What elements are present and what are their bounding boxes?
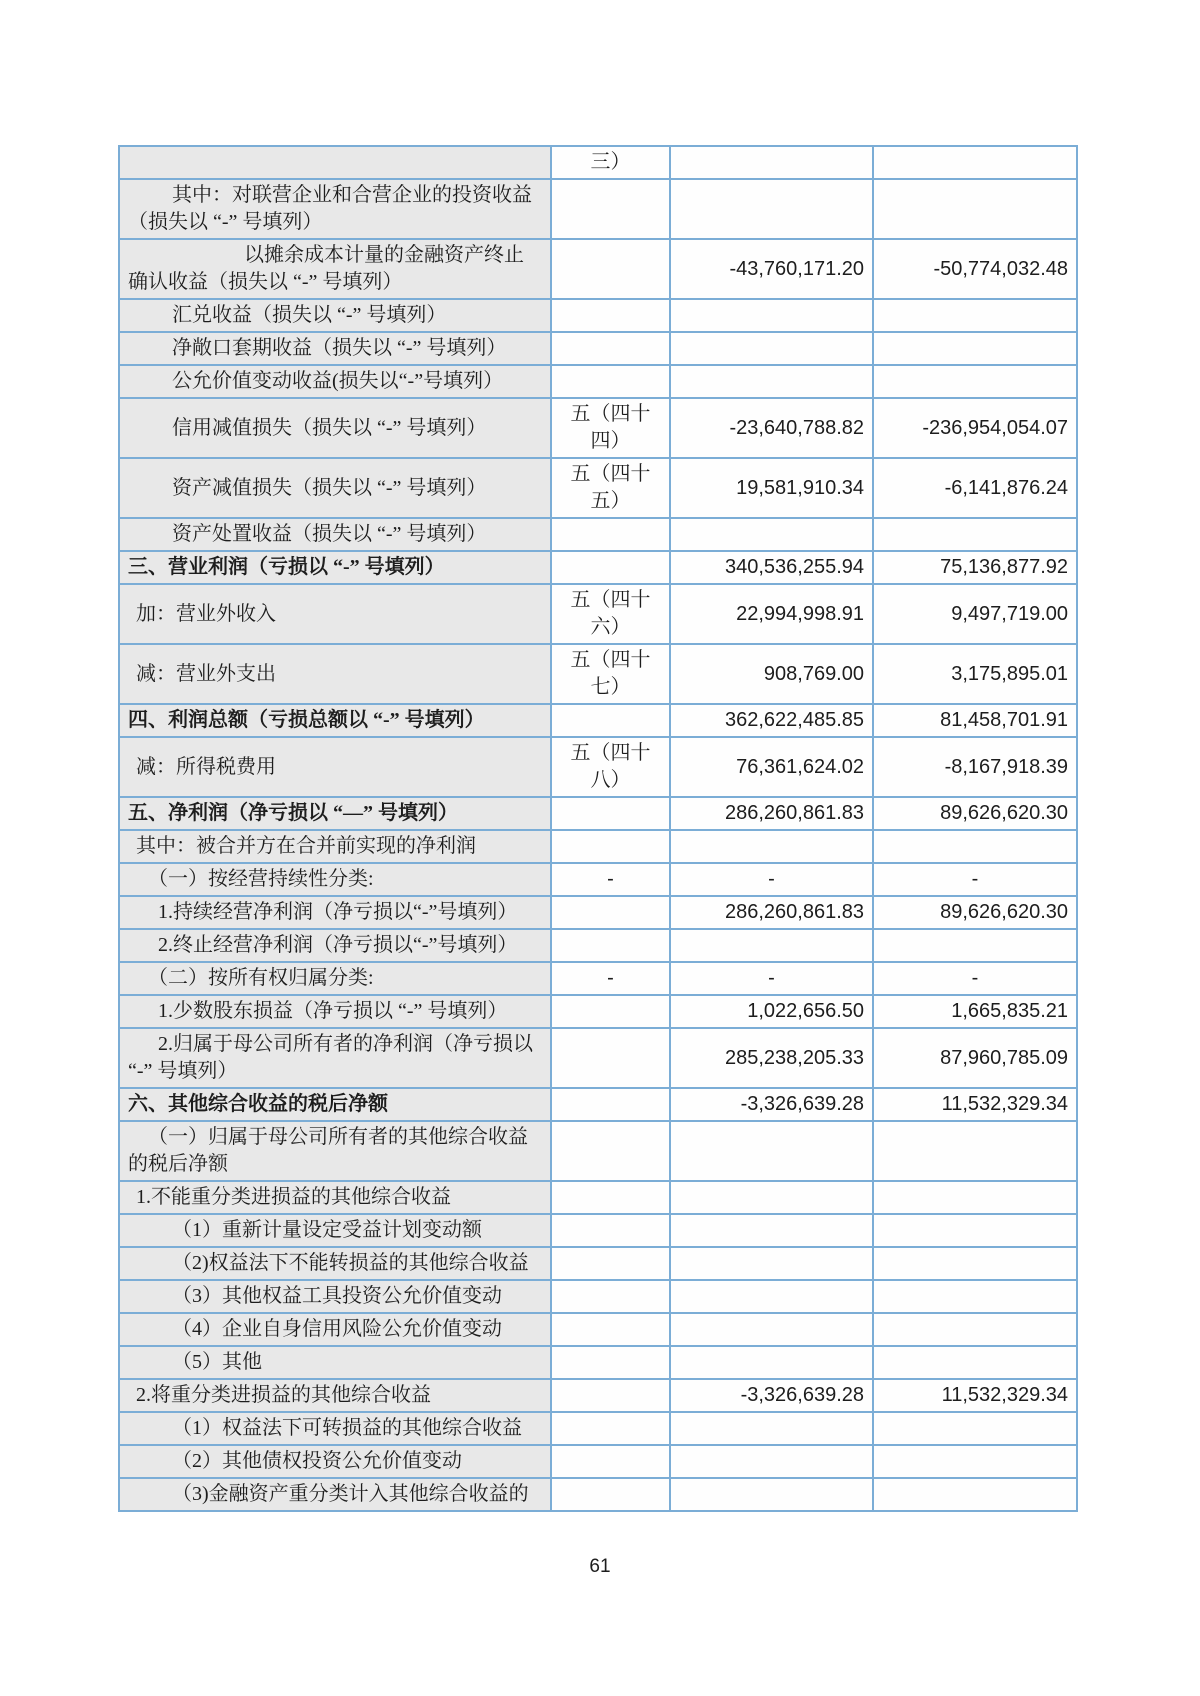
row-label-cell: 三、营业利润（亏损以 “-” 号填列） [119, 551, 551, 584]
current-period-value-cell: -3,326,639.28 [670, 1088, 873, 1121]
row-label-cell: 四、利润总额（亏损总额以 “-” 号填列） [119, 704, 551, 737]
row-label-cell: （4）企业自身信用风险公允价值变动 [119, 1313, 551, 1346]
current-period-value-cell [670, 518, 873, 551]
current-period-value-cell [670, 179, 873, 239]
table-row [119, 458, 1077, 518]
current-period-value-cell [670, 1121, 873, 1181]
note-cell [551, 1028, 670, 1088]
row-label-cell: 汇兑收益（损失以 “-” 号填列） [119, 299, 551, 332]
note-cell [551, 929, 670, 962]
row-label-cell: 1.持续经营净利润（净亏损以“-”号填列） [119, 896, 551, 929]
note-cell: - [551, 962, 670, 995]
row-label-cell: （1）重新计量设定受益计划变动额 [119, 1214, 551, 1247]
row-label-cell: （3)金融资产重分类计入其他综合收益的 [119, 1478, 551, 1511]
row-label-cell: （3）其他权益工具投资公允价值变动 [119, 1280, 551, 1313]
note-cell [551, 239, 670, 299]
prior-period-value-cell: 81,458,701.91 [873, 704, 1077, 737]
note-cell [551, 797, 670, 830]
prior-period-value-cell [873, 830, 1077, 863]
table-row [119, 929, 1077, 962]
note-cell [551, 704, 670, 737]
note-cell [551, 1346, 670, 1379]
current-period-value-cell: - [670, 962, 873, 995]
table-row [119, 1247, 1077, 1280]
current-period-value-cell: 1,022,656.50 [670, 995, 873, 1028]
table-row [119, 1181, 1077, 1214]
prior-period-value-cell: -8,167,918.39 [873, 737, 1077, 797]
row-label-cell: （1）权益法下可转损益的其他综合收益 [119, 1412, 551, 1445]
current-period-value-cell [670, 830, 873, 863]
table-row [119, 179, 1077, 239]
table-row [119, 332, 1077, 365]
table-row [119, 1214, 1077, 1247]
table-row [119, 146, 1077, 179]
table-row [119, 365, 1077, 398]
prior-period-value-cell [873, 1412, 1077, 1445]
row-label-cell: 1.少数股东损益（净亏损以 “-” 号填列） [119, 995, 551, 1028]
row-label-cell: 信用减值损失（损失以 “-” 号填列） [119, 398, 551, 458]
prior-period-value-cell [873, 1478, 1077, 1511]
current-period-value-cell: 285,238,205.33 [670, 1028, 873, 1088]
row-label-cell: （一）归属于母公司所有者的其他综合收益的税后净额 [119, 1121, 551, 1181]
note-cell [551, 1412, 670, 1445]
row-label-cell: 减：所得税费用 [119, 737, 551, 797]
current-period-value-cell: -43,760,171.20 [670, 239, 873, 299]
table-row [119, 1280, 1077, 1313]
current-period-value-cell [670, 365, 873, 398]
table-row [119, 1445, 1077, 1478]
current-period-value-cell: -3,326,639.28 [670, 1379, 873, 1412]
note-cell: 三） [551, 146, 670, 179]
note-cell [551, 179, 670, 239]
note-cell: 五（四十八） [551, 737, 670, 797]
note-cell: 五（四十四） [551, 398, 670, 458]
prior-period-value-cell: 89,626,620.30 [873, 896, 1077, 929]
note-cell [551, 896, 670, 929]
row-label-cell: 以摊余成本计量的金融资产终止确认收益（损失以 “-” 号填列） [119, 239, 551, 299]
prior-period-value-cell [873, 1247, 1077, 1280]
note-cell [551, 1313, 670, 1346]
row-label-cell: 2.将重分类进损益的其他综合收益 [119, 1379, 551, 1412]
row-label-cell: 加：营业外收入 [119, 584, 551, 644]
row-label-cell: 其中：对联营企业和合营企业的投资收益（损失以 “-” 号填列） [119, 179, 551, 239]
table-row [119, 896, 1077, 929]
note-cell [551, 365, 670, 398]
table-row [119, 1088, 1077, 1121]
table-row [119, 797, 1077, 830]
table-body [119, 146, 1077, 1511]
table-row [119, 1121, 1077, 1181]
prior-period-value-cell [873, 332, 1077, 365]
table-row [119, 239, 1077, 299]
current-period-value-cell [670, 1412, 873, 1445]
row-label-cell: 五、净利润（净亏损以 “—” 号填列） [119, 797, 551, 830]
prior-period-value-cell: 3,175,895.01 [873, 644, 1077, 704]
note-cell [551, 332, 670, 365]
prior-period-value-cell: 75,136,877.92 [873, 551, 1077, 584]
prior-period-value-cell: 87,960,785.09 [873, 1028, 1077, 1088]
page-number: 61 [589, 1556, 611, 1577]
prior-period-value-cell [873, 1445, 1077, 1478]
current-period-value-cell [670, 1445, 873, 1478]
prior-period-value-cell [873, 1313, 1077, 1346]
row-label-cell: 减：营业外支出 [119, 644, 551, 704]
row-label-cell: 资产减值损失（损失以 “-” 号填列） [119, 458, 551, 518]
prior-period-value-cell [873, 146, 1077, 179]
current-period-value-cell [670, 299, 873, 332]
note-cell: 五（四十五） [551, 458, 670, 518]
table-row [119, 830, 1077, 863]
prior-period-value-cell: 89,626,620.30 [873, 797, 1077, 830]
row-label-cell: （二）按所有权归属分类: [119, 962, 551, 995]
prior-period-value-cell [873, 1121, 1077, 1181]
table-row [119, 1478, 1077, 1511]
row-label-cell: 公允价值变动收益(损失以“-”号填列） [119, 365, 551, 398]
row-label-cell: （5）其他 [119, 1346, 551, 1379]
prior-period-value-cell [873, 365, 1077, 398]
note-cell [551, 1214, 670, 1247]
note-cell [551, 1379, 670, 1412]
table-row [119, 551, 1077, 584]
note-cell [551, 1247, 670, 1280]
table-row [119, 1412, 1077, 1445]
prior-period-value-cell: 11,532,329.34 [873, 1379, 1077, 1412]
table-row [119, 584, 1077, 644]
table-row [119, 737, 1077, 797]
prior-period-value-cell: 11,532,329.34 [873, 1088, 1077, 1121]
table-row [119, 398, 1077, 458]
current-period-value-cell [670, 1313, 873, 1346]
current-period-value-cell: 22,994,998.91 [670, 584, 873, 644]
prior-period-value-cell: - [873, 863, 1077, 896]
row-label-cell: 六、其他综合收益的税后净额 [119, 1088, 551, 1121]
row-label-cell: 资产处置收益（损失以 “-” 号填列） [119, 518, 551, 551]
prior-period-value-cell [873, 179, 1077, 239]
note-cell [551, 1280, 670, 1313]
table-row [119, 644, 1077, 704]
table-row [119, 962, 1077, 995]
current-period-value-cell: -23,640,788.82 [670, 398, 873, 458]
current-period-value-cell [670, 929, 873, 962]
current-period-value-cell: 286,260,861.83 [670, 797, 873, 830]
row-label-cell: （2)权益法下不能转损益的其他综合收益 [119, 1247, 551, 1280]
table-row [119, 1379, 1077, 1412]
prior-period-value-cell [873, 1181, 1077, 1214]
row-label-cell: 其中：被合并方在合并前实现的净利润 [119, 830, 551, 863]
note-cell [551, 1478, 670, 1511]
row-label-cell [119, 146, 551, 179]
current-period-value-cell: 286,260,861.83 [670, 896, 873, 929]
note-cell [551, 518, 670, 551]
row-label-cell: 1.不能重分类进损益的其他综合收益 [119, 1181, 551, 1214]
current-period-value-cell [670, 332, 873, 365]
table-row [119, 704, 1077, 737]
note-cell [551, 551, 670, 584]
prior-period-value-cell [873, 1280, 1077, 1313]
prior-period-value-cell: - [873, 962, 1077, 995]
prior-period-value-cell: 1,665,835.21 [873, 995, 1077, 1028]
current-period-value-cell: 362,622,485.85 [670, 704, 873, 737]
note-cell [551, 1088, 670, 1121]
current-period-value-cell [670, 1478, 873, 1511]
current-period-value-cell [670, 1280, 873, 1313]
row-label-cell: 2.终止经营净利润（净亏损以“-”号填列） [119, 929, 551, 962]
note-cell [551, 1445, 670, 1478]
prior-period-value-cell [873, 299, 1077, 332]
note-cell: 五（四十七） [551, 644, 670, 704]
prior-period-value-cell [873, 1214, 1077, 1247]
current-period-value-cell: 19,581,910.34 [670, 458, 873, 518]
note-cell [551, 995, 670, 1028]
current-period-value-cell: 76,361,624.02 [670, 737, 873, 797]
prior-period-value-cell [873, 1346, 1077, 1379]
prior-period-value-cell: -6,141,876.24 [873, 458, 1077, 518]
prior-period-value-cell [873, 929, 1077, 962]
table-row [119, 1028, 1077, 1088]
current-period-value-cell: - [670, 863, 873, 896]
current-period-value-cell [670, 1346, 873, 1379]
prior-period-value-cell: -50,774,032.48 [873, 239, 1077, 299]
row-label-cell: 2.归属于母公司所有者的净利润（净亏损以 “-” 号填列） [119, 1028, 551, 1088]
table-row [119, 1313, 1077, 1346]
prior-period-value-cell [873, 518, 1077, 551]
table-row [119, 995, 1077, 1028]
income-statement-table [118, 145, 1078, 1512]
current-period-value-cell: 908,769.00 [670, 644, 873, 704]
current-period-value-cell [670, 1214, 873, 1247]
current-period-value-cell: 340,536,255.94 [670, 551, 873, 584]
note-cell [551, 1121, 670, 1181]
current-period-value-cell [670, 1247, 873, 1280]
note-cell [551, 830, 670, 863]
table-row [119, 518, 1077, 551]
current-period-value-cell [670, 146, 873, 179]
note-cell [551, 299, 670, 332]
table-row [119, 863, 1077, 896]
prior-period-value-cell: -236,954,054.07 [873, 398, 1077, 458]
table-row [119, 299, 1077, 332]
table-row [119, 1346, 1077, 1379]
prior-period-value-cell: 9,497,719.00 [873, 584, 1077, 644]
row-label-cell: 净敞口套期收益（损失以 “-” 号填列） [119, 332, 551, 365]
current-period-value-cell [670, 1181, 873, 1214]
row-label-cell: （2）其他债权投资公允价值变动 [119, 1445, 551, 1478]
note-cell [551, 1181, 670, 1214]
note-cell: 五（四十六） [551, 584, 670, 644]
row-label-cell: （一）按经营持续性分类: [119, 863, 551, 896]
note-cell: - [551, 863, 670, 896]
